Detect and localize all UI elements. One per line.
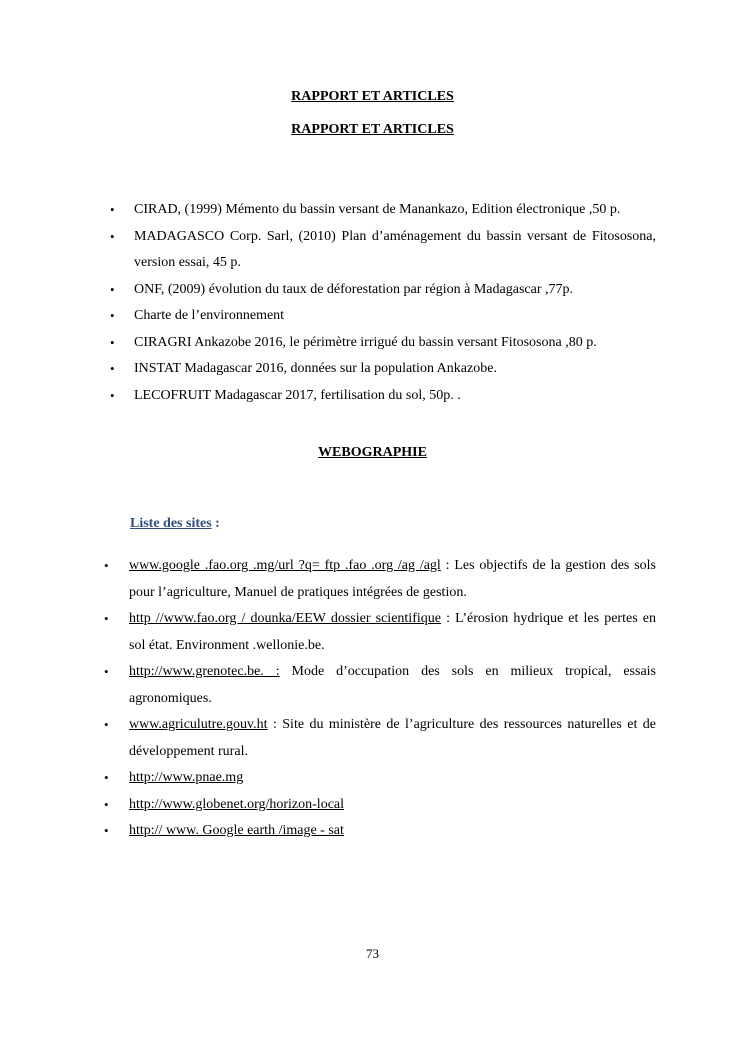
site-item	[100, 659, 656, 712]
site-link[interactable]: http://www.pnae.mg	[129, 770, 244, 785]
section-heading-rapport: RAPPORT ET ARTICLES	[291, 89, 454, 104]
site-link[interactable]: www.google .fao.org .mg/url ?q= ftp .fao .org /ag /agl	[129, 558, 441, 573]
reference-item: • MADAGASCO Corp. Sarl, (2010) Plan d’aménagement du bassin versant de Fitososona, version essai, 45 p.	[108, 224, 656, 277]
section-heading-webographie: WEBOGRAPHIE	[318, 445, 427, 460]
site-item	[100, 792, 656, 819]
site-description: : Les objectifs de la gestion des sols pour l’agriculture, Manuel de pratiques intégrées de gestion.	[129, 558, 656, 600]
site-description: : L’érosion hydrique et les pertes en sol état. Environment .wellonie.be.	[129, 611, 656, 653]
site-link[interactable]: http:// www. Google earth /image - sat	[129, 823, 344, 838]
reference-item: • Charte de l’environnement	[108, 303, 656, 330]
reference-item: • LECOFRUIT Madagascar 2017, fertilisation du sol, 50p. .	[108, 383, 656, 410]
site-item	[100, 765, 656, 792]
site-link[interactable]: www.agriculutre.gouv.ht	[129, 717, 268, 732]
section-heading-rapport-repeat: RAPPORT ET ARTICLES	[291, 122, 454, 137]
site-link[interactable]: http://www.globenet.org/horizon-local	[129, 796, 345, 812]
reference-item: • INSTAT Madagascar 2016, données sur la population Ankazobe.	[108, 356, 656, 383]
site-item	[100, 553, 656, 606]
site-link[interactable]: http://www.grenotec.be. :	[129, 664, 280, 679]
site-description: Mode d’occupation des sols en milieux tropical, essais agronomiques.	[129, 664, 656, 706]
websites-list	[100, 553, 656, 845]
references-list	[108, 197, 656, 409]
reference-item: • CIRAGRI Ankazobe 2016, le périmètre irrigué du bassin versant Fitososona ,80 p.	[108, 330, 656, 357]
reference-item: • CIRAD, (1999) Mémento du bassin versant de Manankazo, Edition électronique ,50 p.	[108, 197, 656, 224]
sites-title-label: Liste des sites	[130, 516, 212, 531]
sites-list-title	[130, 516, 220, 532]
site-description: : Site du ministère de l’agriculture des ressources naturelles et de développement rural.	[129, 717, 656, 759]
site-item	[100, 606, 656, 659]
site-link[interactable]: http //www.fao.org / dounka/EEW dossier scientifique	[129, 611, 441, 626]
reference-item: • ONF, (2009) évolution du taux de déforestation par région à Madagascar ,77p.	[108, 277, 656, 304]
site-item	[100, 818, 656, 845]
page-number: 73	[366, 946, 379, 961]
site-item	[100, 712, 656, 765]
sites-title-suffix: :	[211, 516, 220, 531]
